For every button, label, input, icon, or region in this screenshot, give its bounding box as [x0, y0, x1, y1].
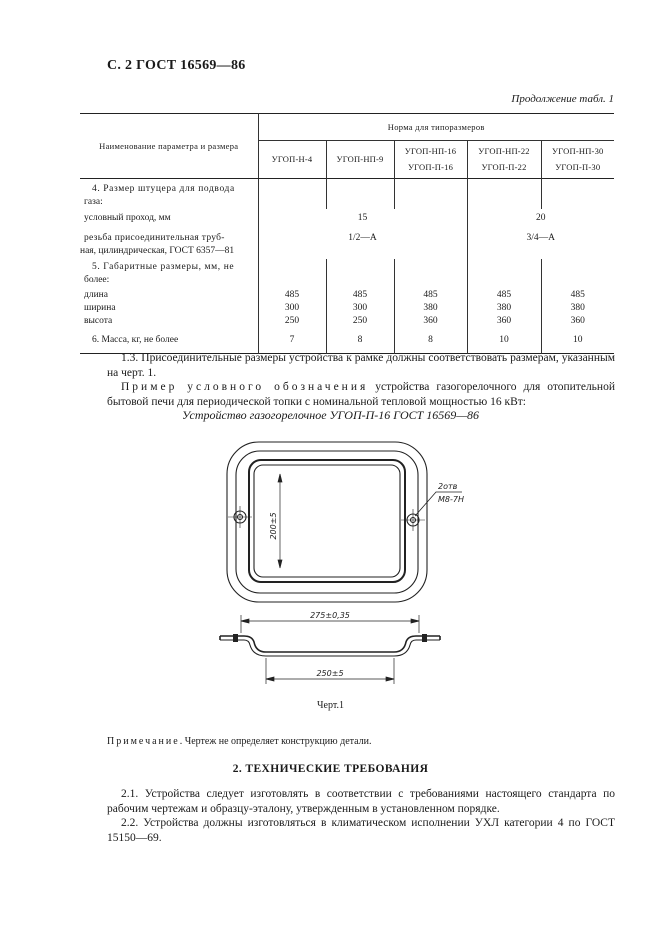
- table-row: [80, 179, 614, 210]
- paragraph-2-2: 2.2. Устройства должны изготовляться в климатическом исполнении УХЛ категории 4 по ГОСТ 15150—69.: [107, 817, 615, 844]
- example-paragraph: [107, 380, 615, 410]
- profile-hole-markers: [233, 634, 427, 642]
- thread-size-label: М8-7Н: [438, 495, 464, 504]
- param-column-header: Наименование параметра и размера: [80, 114, 258, 179]
- holes-count-label: 2отв: [438, 482, 458, 491]
- height-dimension-line: [278, 474, 282, 568]
- dims-ugop-n-4: 485 300 250: [258, 289, 326, 331]
- figure-note: [107, 736, 372, 747]
- dims-ugop-22: 485 380 360: [467, 289, 541, 331]
- dims-ugop-16: 485 380 360: [394, 289, 467, 331]
- table-row: [80, 259, 614, 289]
- figure-caption: Черт.1: [317, 700, 344, 711]
- table-row: [80, 331, 614, 353]
- col-header-ugop-16: УГОП-НП-16 УГОП-П-16: [394, 141, 467, 179]
- frame-outer-contour: [227, 442, 427, 602]
- col-header-ugop-n-4: УГОП-Н-4: [258, 141, 326, 179]
- figure-1-drawing: [200, 430, 470, 695]
- mass-ugop-16: 8: [394, 331, 467, 353]
- table-continuation-note: Продолжение табл. 1: [511, 93, 614, 105]
- note-lead: Примечание: [107, 736, 180, 747]
- norm-column-header: Норма для типоразмеров: [258, 114, 614, 141]
- height-dimension: 200±5: [269, 512, 278, 540]
- bore-large: 20: [467, 209, 614, 229]
- top-width-dimension: 275±0,35: [310, 611, 350, 620]
- bore-label: условный проход, мм: [84, 213, 171, 223]
- page-header: С. 2 ГОСТ 16569—86: [107, 58, 246, 73]
- col-header-ugop-22: УГОП-НП-22 УГОП-П-22: [467, 141, 541, 179]
- example-designation: Устройство газогорелочное УГОП-П-16 ГОСТ 16569—86: [182, 408, 479, 422]
- paragraph-1-3: 1.3. Присоединительные размеры устройства к рамке должны соответствовать размерам, указанным на черт. 1.: [107, 352, 615, 379]
- mass-ugop-n-4: 7: [258, 331, 326, 353]
- dimension-labels: [80, 289, 258, 331]
- example-rest: устройства газогорелочного для отопительной бытовой печи для периодической топки с номинальной тепловой мощностью 16 кВт:: [107, 381, 615, 408]
- parameters-table: [80, 113, 614, 354]
- example-lead: Пример условного обозначения: [121, 381, 369, 393]
- thread-label: резьба присоединительная труб- ная, цилиндрическая, ГОСТ 6357—81: [80, 233, 235, 256]
- bore-small: 15: [258, 209, 467, 229]
- section-title: 2. ТЕХНИЧЕСКИЕ ТРЕБОВАНИЯ: [232, 763, 429, 775]
- col-header-ugop-np-9: УГОП-НП-9: [326, 141, 394, 179]
- width-label: ширина: [84, 303, 116, 313]
- row5-title: 5. Габаритные размеры, мм, не более:: [84, 262, 235, 285]
- note-rest: . Чертеж не определяет конструкцию детали.: [179, 736, 372, 747]
- table-row: [80, 209, 614, 229]
- paragraph-2-1: 2.1. Устройства следует изготовлять в соответствии с требованиями настоящего стандарта по рабочим чертежам и образцу-эталону, утвержденным в установленном порядке.: [107, 788, 615, 815]
- table-row: [80, 289, 614, 331]
- row4-title: 4. Размер штуцера для подвода газа:: [84, 184, 235, 207]
- table-row: [80, 229, 614, 259]
- dims-ugop-np-9: 485 300 250: [326, 289, 394, 331]
- mass-ugop-22: 10: [467, 331, 541, 353]
- mass-label: 6. Масса, кг, не более: [92, 335, 179, 345]
- thread-small: 1/2—А: [258, 229, 467, 259]
- mass-ugop-np-9: 8: [326, 331, 394, 353]
- length-label: длина: [84, 290, 108, 300]
- thread-large: 3/4—А: [467, 229, 614, 259]
- frame-inner-contour: [236, 451, 418, 593]
- col-header-ugop-30: УГОП-НП-30 УГОП-П-30: [541, 141, 614, 179]
- mass-ugop-30: 10: [541, 331, 614, 353]
- dims-ugop-30: 485 380 360: [541, 289, 614, 331]
- profile-section: [220, 636, 440, 656]
- height-label: высота: [84, 316, 113, 326]
- bottom-width-dimension: 250±5: [316, 669, 344, 678]
